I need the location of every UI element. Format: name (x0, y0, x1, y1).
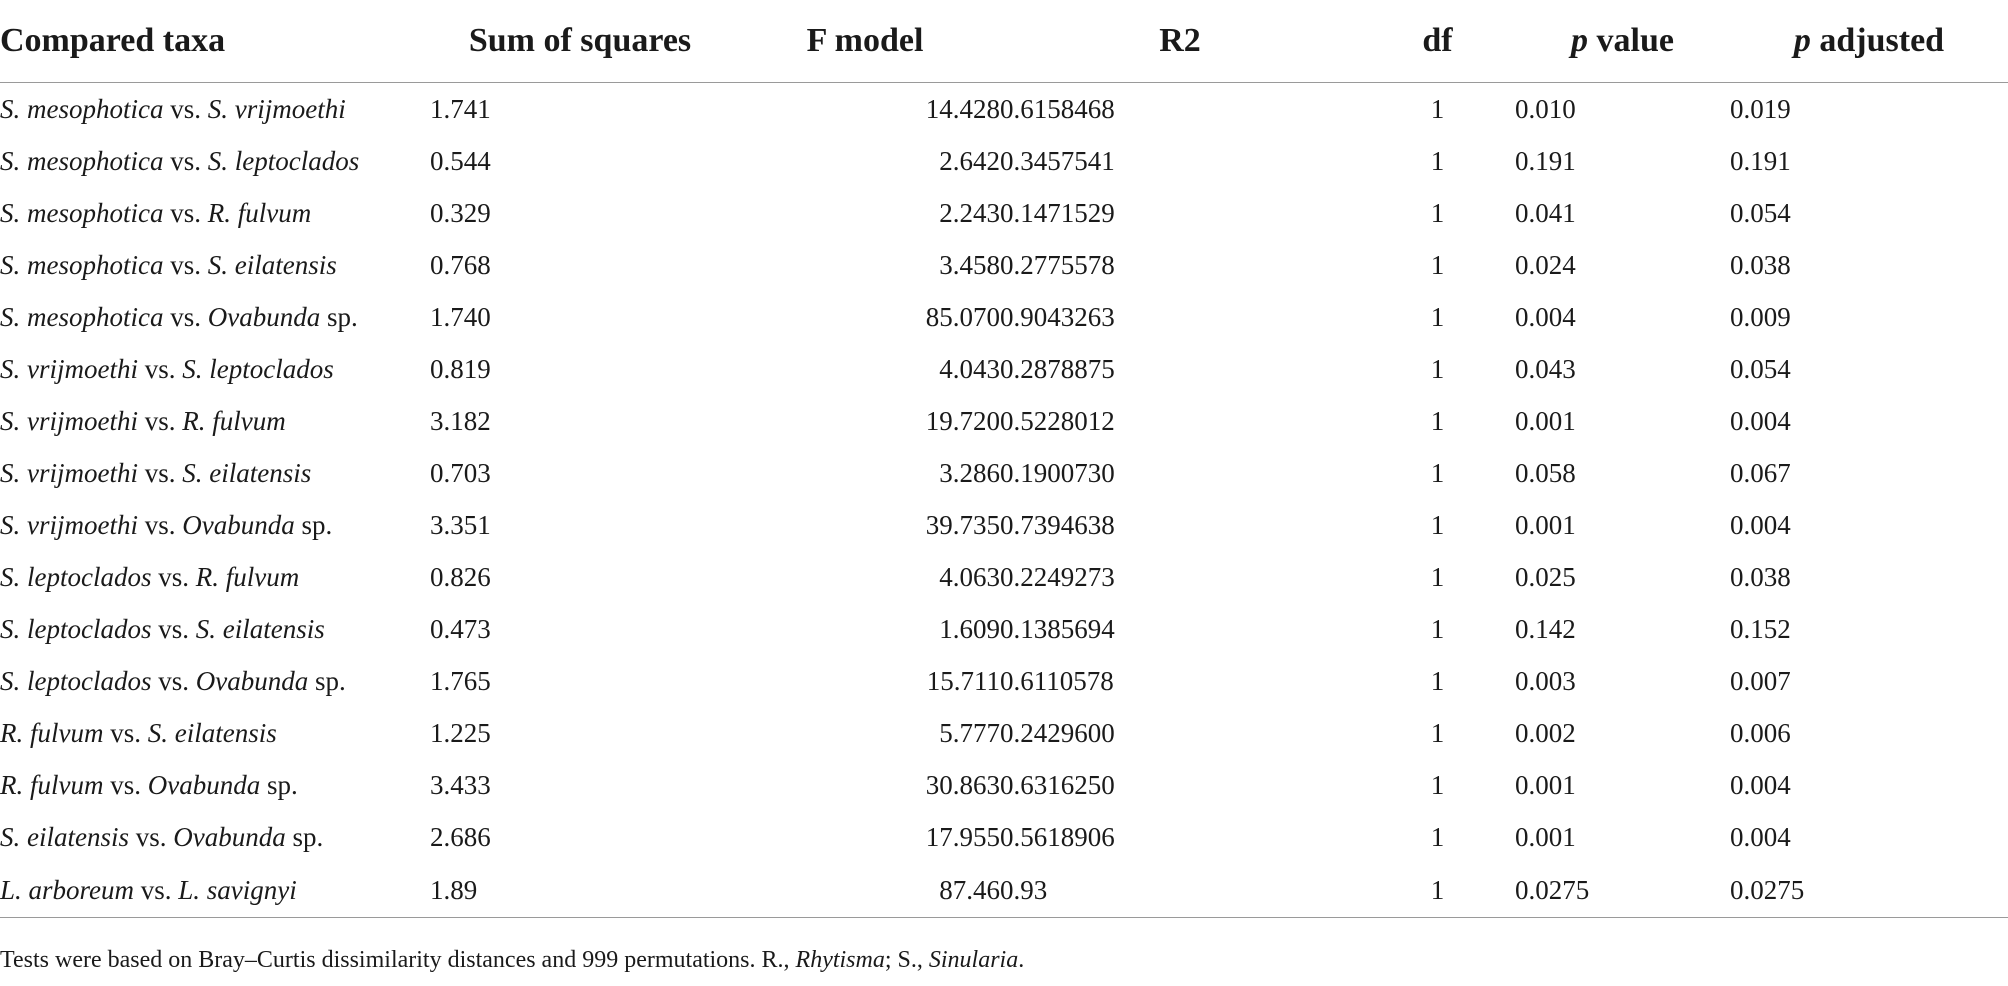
cell-sum-of-squares: 1.740 (430, 301, 491, 332)
cell-p-value: 0.024 (1515, 249, 1576, 280)
cell-sum-of-squares: 0.703 (430, 457, 491, 488)
cell-df: 1 (1430, 93, 1445, 124)
table-row (0, 863, 2008, 918)
cell-df: 1 (1430, 717, 1445, 748)
table-row (0, 811, 2008, 863)
cell-r2: 0.3457541 (1000, 145, 1115, 176)
taxon-b: R. fulvum (195, 561, 300, 592)
taxon-a: S. leptoclados (0, 561, 152, 592)
taxon-a: S. mesophotica (0, 301, 164, 332)
table-row (0, 187, 2008, 239)
cell-f-model: 30.863 (925, 769, 1000, 800)
taxon-a: S. leptoclados (0, 613, 152, 644)
cell-p-adjusted: 0.004 (1730, 509, 1791, 540)
vs-text: vs. (137, 353, 183, 384)
table-header-row (0, 0, 2008, 83)
cell-sum-of-squares: 0.473 (430, 613, 491, 644)
cell-compared-taxa (0, 291, 430, 343)
cell-p-value: 0.001 (1515, 509, 1576, 540)
table-row (0, 239, 2008, 291)
cell-p-adjusted: 0.004 (1730, 405, 1791, 436)
vs-text: vs. (137, 509, 183, 540)
header-compared-taxa: Compared taxa (0, 0, 430, 83)
cell-f-model: 2.642 (939, 145, 1000, 176)
cell-p-value: 0.004 (1515, 301, 1576, 332)
table-footnote (0, 945, 1024, 975)
cell-df: 1 (1430, 613, 1445, 644)
table-row (0, 759, 2008, 811)
cell-compared-taxa (0, 863, 430, 918)
cell-compared-taxa (0, 707, 430, 759)
cell-compared-taxa (0, 343, 430, 395)
header-padj-symbol: p (1793, 22, 1811, 59)
taxon-b-suffix: sp. (294, 509, 333, 540)
cell-p-adjusted: 0.004 (1730, 821, 1791, 852)
cell-p-adjusted: 0.067 (1730, 457, 1791, 488)
taxon-b: L. savignyi (178, 874, 297, 905)
vs-text: vs. (151, 613, 196, 644)
table-body (0, 83, 2008, 918)
taxon-a: S. mesophotica (0, 93, 164, 124)
cell-p-value: 0.002 (1515, 717, 1576, 748)
cell-p-adjusted: 0.038 (1730, 561, 1791, 592)
taxon-b: Ovabunda (147, 769, 261, 800)
cell-p-adjusted: 0.054 (1730, 353, 1791, 384)
vs-text: vs. (137, 405, 183, 436)
cell-p-value: 0.142 (1515, 613, 1576, 644)
taxon-a: L. arboreum (0, 874, 135, 905)
cell-sum-of-squares: 0.819 (430, 353, 491, 384)
cell-p-adjusted: 0.054 (1730, 197, 1791, 228)
vs-text: vs. (103, 769, 148, 800)
cell-compared-taxa (0, 239, 430, 291)
taxon-a: S. mesophotica (0, 249, 164, 280)
cell-r2: 0.2429600 (1000, 717, 1115, 748)
taxon-a: R. fulvum (0, 769, 104, 800)
cell-r2: 0.6158468 (1000, 93, 1115, 124)
header-p-value-text: value (1588, 22, 1674, 59)
cell-df: 1 (1430, 249, 1445, 280)
vs-text: vs. (137, 457, 183, 488)
cell-sum-of-squares: 1.765 (430, 665, 491, 696)
cell-compared-taxa (0, 83, 430, 136)
header-sum-of-squares: Sum of squares (430, 0, 730, 83)
cell-df: 1 (1430, 665, 1445, 696)
taxon-b-suffix: sp. (285, 821, 324, 852)
footnote-text-1: Tests were based on Bray–Curtis dissimilarity distances and 999 permutations. R., (0, 947, 796, 973)
cell-p-value: 0.025 (1515, 561, 1576, 592)
cell-r2: 0.93 (1000, 863, 1360, 918)
taxon-b: S. leptoclados (182, 353, 334, 384)
cell-r2: 0.1900730 (1000, 457, 1115, 488)
taxon-b: S. eilatensis (147, 717, 277, 748)
table-row (0, 395, 2008, 447)
footnote-text-2: ; S., (884, 947, 929, 973)
cell-df: 1 (1430, 197, 1445, 228)
cell-p-adjusted: 0.006 (1730, 717, 1791, 748)
taxon-a: S. vrijmoethi (0, 509, 138, 540)
table-row (0, 447, 2008, 499)
taxon-b: S. leptoclados (207, 145, 360, 176)
table-row (0, 551, 2008, 603)
table-row (0, 655, 2008, 707)
cell-df: 1 (1430, 821, 1445, 852)
cell-r2: 0.9043263 (1000, 301, 1115, 332)
cell-p-adjusted: 0.0275 (1730, 863, 2008, 918)
vs-text: vs. (151, 665, 196, 696)
cell-compared-taxa (0, 811, 430, 863)
cell-r2: 0.6316250 (1000, 769, 1115, 800)
cell-compared-taxa (0, 135, 430, 187)
cell-df: 1 (1430, 405, 1445, 436)
cell-f-model: 2.243 (939, 197, 1000, 228)
cell-df: 1 (1430, 457, 1445, 488)
cell-p-value: 0.191 (1515, 145, 1576, 176)
taxon-a: R. fulvum (0, 717, 104, 748)
cell-df: 1 (1360, 863, 1515, 918)
cell-f-model: 14.428 (925, 93, 1000, 124)
header-p-adjusted-text: adjusted (1810, 22, 1945, 59)
vs-text: vs. (103, 717, 148, 748)
cell-r2: 0.6110578 (1000, 665, 1114, 696)
cell-sum-of-squares: 3.433 (430, 769, 491, 800)
cell-df: 1 (1430, 561, 1445, 592)
cell-df: 1 (1430, 769, 1445, 800)
cell-df: 1 (1430, 509, 1445, 540)
taxon-b: S. vrijmoethi (207, 93, 346, 124)
taxon-a: S. leptoclados (0, 665, 152, 696)
cell-sum-of-squares: 0.826 (430, 561, 491, 592)
cell-df: 1 (1430, 301, 1445, 332)
cell-p-adjusted: 0.038 (1730, 249, 1791, 280)
taxon-b-suffix: sp. (308, 665, 346, 696)
table-row (0, 343, 2008, 395)
header-f-model: F model (730, 0, 1000, 83)
cell-r2: 0.2775578 (1000, 249, 1115, 280)
cell-sum-of-squares: 1.225 (430, 717, 491, 748)
table-row (0, 291, 2008, 343)
cell-p-value: 0.001 (1515, 405, 1576, 436)
cell-f-model: 15.711 (926, 665, 1000, 696)
taxon-a: S. vrijmoethi (0, 405, 138, 436)
taxon-a: S. mesophotica (0, 197, 164, 228)
cell-compared-taxa (0, 603, 430, 655)
taxon-b-suffix: sp. (260, 769, 298, 800)
vs-text: vs. (163, 301, 208, 332)
table-row (0, 603, 2008, 655)
cell-p-adjusted: 0.019 (1730, 93, 1791, 124)
cell-p-adjusted: 0.004 (1730, 769, 1791, 800)
cell-p-value: 0.001 (1515, 769, 1576, 800)
cell-sum-of-squares: 3.182 (430, 405, 491, 436)
cell-p-value: 0.041 (1515, 197, 1576, 228)
cell-sum-of-squares: 0.329 (430, 197, 491, 228)
cell-compared-taxa (0, 187, 430, 239)
table-row (0, 135, 2008, 187)
cell-sum-of-squares: 1.741 (430, 93, 491, 124)
taxon-b: S. eilatensis (207, 249, 337, 280)
cell-f-model: 4.043 (939, 353, 1000, 384)
taxon-b: R. fulvum (182, 405, 286, 436)
cell-p-value: 0.010 (1515, 93, 1576, 124)
table-row (0, 707, 2008, 759)
cell-f-model: 1.609 (939, 613, 1000, 644)
cell-r2: 0.7394638 (1000, 509, 1115, 540)
cell-compared-taxa (0, 499, 430, 551)
header-p-adjusted (1730, 0, 2008, 83)
footnote-text-3: . (1018, 947, 1025, 973)
cell-f-model: 17.955 (925, 821, 1000, 852)
table-row (0, 83, 2008, 136)
cell-compared-taxa (0, 759, 430, 811)
taxon-b: Ovabunda (182, 509, 295, 540)
taxon-b: Ovabunda (207, 301, 321, 332)
footnote-genus-sinularia: Sinularia (928, 947, 1019, 973)
cell-f-model: 85.070 (925, 301, 1000, 332)
vs-text: vs. (163, 145, 208, 176)
cell-sum-of-squares: 2.686 (430, 821, 491, 852)
cell-f-model: 5.777 (939, 717, 1000, 748)
cell-p-adjusted: 0.009 (1730, 301, 1791, 332)
taxon-b: Ovabunda (173, 821, 286, 852)
taxon-b: S. eilatensis (195, 613, 325, 644)
cell-p-value: 0.003 (1515, 665, 1576, 696)
cell-r2: 0.5228012 (1000, 405, 1115, 436)
vs-text: vs. (151, 561, 196, 592)
cell-p-adjusted: 0.191 (1730, 145, 1791, 176)
header-p-value (1515, 0, 1730, 83)
taxon-b-suffix: sp. (320, 301, 358, 332)
taxon-a: S. vrijmoethi (0, 457, 138, 488)
cell-df: 1 (1430, 353, 1445, 384)
cell-r2: 0.2878875 (1000, 353, 1115, 384)
cell-compared-taxa (0, 447, 430, 499)
cell-compared-taxa (0, 551, 430, 603)
header-df: df (1360, 0, 1515, 83)
cell-r2: 0.2249273 (1000, 561, 1115, 592)
vs-text: vs. (163, 249, 208, 280)
taxon-b: S. eilatensis (182, 457, 312, 488)
cell-f-model: 87.46 (730, 863, 1000, 918)
cell-r2: 0.1471529 (1000, 197, 1115, 228)
cell-sum-of-squares: 0.768 (430, 249, 491, 280)
table-row (0, 499, 2008, 551)
cell-p-value: 0.0275 (1515, 863, 1730, 918)
taxon-a: S. vrijmoethi (0, 353, 138, 384)
cell-f-model: 19.720 (925, 405, 1000, 436)
cell-p-adjusted: 0.152 (1730, 613, 1791, 644)
cell-r2: 0.1385694 (1000, 613, 1115, 644)
footnote-genus-rhytisma: Rhytisma (795, 947, 885, 973)
vs-text: vs. (163, 197, 208, 228)
cell-p-value: 0.001 (1515, 821, 1576, 852)
cell-f-model: 3.458 (939, 249, 1000, 280)
cell-compared-taxa (0, 395, 430, 447)
vs-text: vs. (163, 93, 208, 124)
cell-f-model: 3.286 (939, 457, 1000, 488)
cell-r2: 0.5618906 (1000, 821, 1115, 852)
taxon-a: S. eilatensis (0, 821, 129, 852)
cell-p-adjusted: 0.007 (1730, 665, 1791, 696)
cell-sum-of-squares: 1.89 (430, 863, 730, 918)
taxon-b: R. fulvum (207, 197, 312, 228)
cell-df: 1 (1430, 145, 1445, 176)
cell-p-value: 0.058 (1515, 457, 1576, 488)
cell-sum-of-squares: 3.351 (430, 509, 491, 540)
taxon-a: S. mesophotica (0, 145, 164, 176)
cell-sum-of-squares: 0.544 (430, 145, 491, 176)
cell-p-value: 0.043 (1515, 353, 1576, 384)
header-r2: R2 (1000, 0, 1360, 83)
cell-f-model: 4.063 (939, 561, 1000, 592)
vs-text: vs. (134, 874, 179, 905)
vs-text: vs. (129, 821, 174, 852)
taxon-b: Ovabunda (195, 665, 309, 696)
cell-f-model: 39.735 (925, 509, 1000, 540)
cell-compared-taxa (0, 655, 430, 707)
header-p-symbol: p (1571, 22, 1589, 59)
